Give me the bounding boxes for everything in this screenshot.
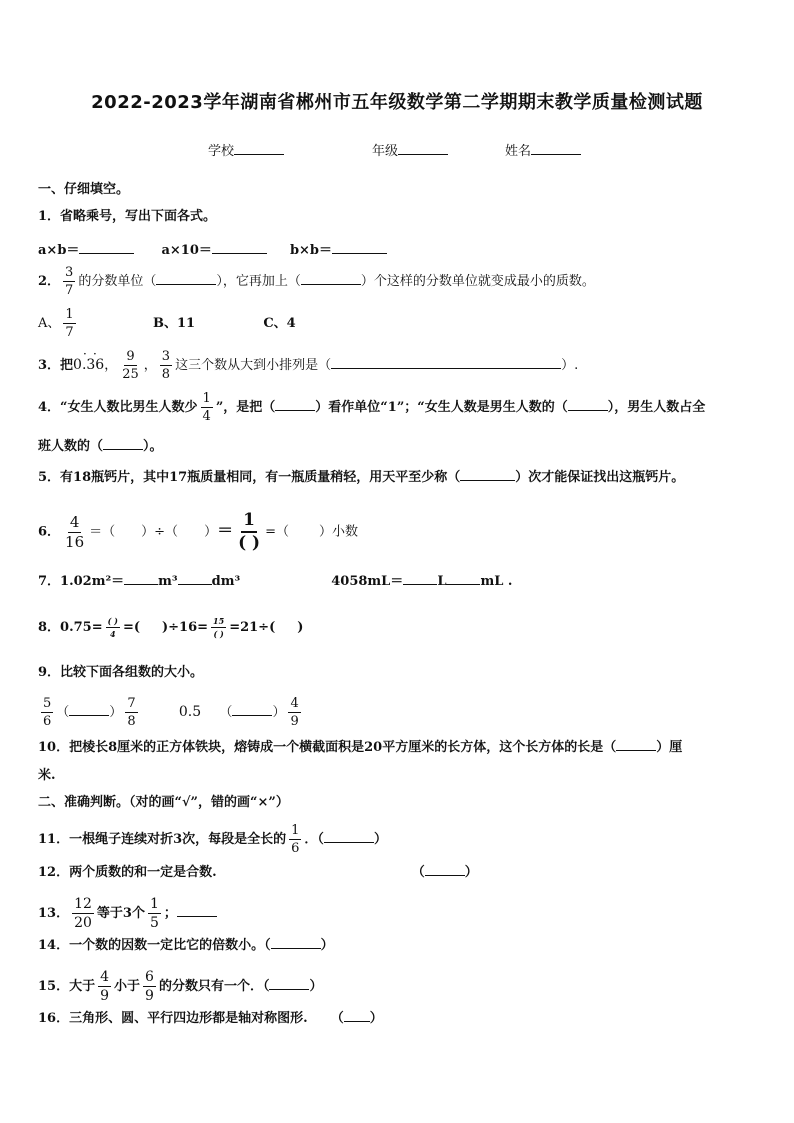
q8-fraction-2: $\frac{15}{( )}$ bbox=[213, 616, 225, 639]
q1-expr-b: a×10＝ bbox=[161, 243, 212, 258]
q11-fraction: $\frac{1}{6}$ bbox=[291, 823, 300, 856]
q15-fraction-2: $\frac{6}{9}$ bbox=[145, 969, 154, 1004]
q2-options bbox=[38, 308, 296, 339]
q12-close: ） bbox=[464, 865, 478, 880]
q2-text-a: 的分数单位（ bbox=[78, 274, 157, 289]
q11-text-b: ．（ bbox=[304, 832, 324, 847]
q3-text-c: ）. bbox=[561, 358, 579, 373]
q13-number: 13． bbox=[38, 906, 70, 921]
q7-blank-2[interactable] bbox=[178, 570, 212, 585]
q13-fraction-1: $\frac{12}{20}$ bbox=[74, 896, 92, 931]
q6-eq: ＝（ bbox=[89, 524, 116, 540]
school-field bbox=[208, 140, 284, 162]
q3-repeating-decimal: 0.36 · · bbox=[73, 347, 105, 373]
q4-line2 bbox=[38, 435, 163, 457]
q3-text-a: 3．把 bbox=[38, 358, 74, 373]
school-blank[interactable] bbox=[234, 140, 284, 155]
q15-text-a: 15．大于 bbox=[38, 979, 96, 994]
q7-unit-2: dm³ bbox=[211, 574, 241, 589]
q6-div: ）÷（ bbox=[141, 524, 179, 540]
grade-field bbox=[372, 140, 448, 162]
q8-text-c: )÷16= bbox=[162, 620, 209, 635]
q8-text-e: ) bbox=[297, 620, 304, 635]
q1-expr-a: a×b＝ bbox=[38, 243, 80, 258]
q9-value-c: 0.5 bbox=[178, 704, 202, 720]
q15-text-c: 的分数只有一个．（ bbox=[158, 979, 270, 994]
q5-text-b: ）次才能保证找出这瓶钙片。 bbox=[515, 470, 685, 485]
q9-fraction-b: $\frac{7}{8}$ bbox=[127, 696, 136, 729]
q12-open: （ bbox=[411, 865, 425, 880]
q1-text: 1．省略乘号，写出下面各式。 bbox=[38, 209, 217, 224]
q4 bbox=[38, 392, 705, 423]
q2-text-c: ）个这样的分数单位就变成最小的质数。 bbox=[360, 274, 595, 289]
q2-option-c[interactable]: C、4 bbox=[263, 316, 296, 331]
q10-line2: 米. bbox=[38, 768, 56, 783]
q4-line2-b: ）。 bbox=[143, 439, 163, 454]
q9-fraction-d: $\frac{4}{9}$ bbox=[290, 696, 299, 729]
q11-text-c: ） bbox=[373, 832, 387, 847]
q4-line2-a: 班人数的（ bbox=[38, 439, 104, 454]
q10-text-b: ）厘 bbox=[656, 740, 683, 755]
q13-text-b: ； bbox=[163, 906, 177, 921]
q2-option-a[interactable]: A、 bbox=[38, 316, 61, 331]
section2-heading: 二、准确判断。（对的画“√”，错的画“×”） bbox=[38, 795, 289, 810]
q8-fraction-1: $\frac{( )}{4}$ bbox=[107, 616, 118, 639]
q12 bbox=[38, 861, 478, 883]
name-label: 姓名 bbox=[505, 144, 532, 159]
school-label: 学校 bbox=[208, 144, 235, 159]
q2-option-a-fraction: $\frac{1}{7}$ bbox=[65, 307, 74, 340]
grade-blank[interactable] bbox=[398, 140, 448, 155]
q7-unit-1: m³ bbox=[158, 574, 178, 589]
q11 bbox=[38, 824, 387, 855]
q11-text-a: 11．一根绳子连续对折3次，每段是全长的 bbox=[38, 832, 287, 847]
q3-sep-2: ， bbox=[143, 358, 157, 373]
q8-text-b: =( bbox=[122, 620, 141, 635]
q9-close-2: ） bbox=[272, 705, 286, 720]
q14-text-a: 14．一个数的因数一定比它的倍数小。（ bbox=[38, 938, 271, 953]
q10-text-a: 10．把棱长8厘米的正方体铁块，熔铸成一个横截面积是20平方厘米的长方体，这个长方体的长是（ bbox=[38, 740, 617, 755]
q16-text-a: 16．三角形、圆、平行四边形都是轴对称图形. bbox=[38, 1011, 308, 1026]
q16-close: ） bbox=[369, 1011, 383, 1026]
q4-text-c: ）看作单位“1”；“女生人数是男生人数的（ bbox=[315, 400, 568, 415]
q3-blank[interactable] bbox=[331, 354, 561, 369]
q4-text-a: 4．“女生人数比男生人数少 bbox=[38, 400, 198, 415]
q6-fraction-1: $\frac{4}{16}$ bbox=[65, 512, 85, 551]
q14-text-b: ） bbox=[320, 938, 334, 953]
q3-fraction-1: $\frac{9}{25}$ bbox=[122, 349, 139, 382]
q9-blank-1[interactable] bbox=[69, 701, 109, 716]
q9-text: 9．比较下面各组数的大小。 bbox=[38, 665, 204, 680]
q14 bbox=[38, 934, 334, 956]
page-title: 2022-2023学年湖南省郴州市五年级数学第二学期期末教学质量检测试题 bbox=[91, 92, 703, 113]
q13-blank[interactable] bbox=[177, 902, 217, 917]
q9-open-2: （ bbox=[219, 705, 233, 720]
q16-open: （ bbox=[330, 1011, 344, 1026]
q15 bbox=[38, 970, 322, 1003]
q9-comparisons bbox=[38, 697, 304, 728]
q12-text: 12．两个质数的和一定是合数. bbox=[38, 865, 217, 880]
q13 bbox=[38, 897, 217, 930]
q10-blank[interactable] bbox=[616, 736, 656, 751]
q7-text-a: 7．1.02m²＝ bbox=[38, 574, 125, 589]
q13-text-a: 等于3个 bbox=[96, 906, 145, 921]
q1-expr-c: b×b＝ bbox=[289, 243, 333, 258]
q14-blank[interactable] bbox=[271, 934, 321, 949]
q6-eq2: ＝ bbox=[217, 520, 234, 540]
q5-blank[interactable] bbox=[460, 466, 515, 481]
q1-expressions bbox=[38, 239, 387, 261]
q2-blank-2[interactable] bbox=[301, 270, 361, 285]
section1-heading: 一、仔细填空。 bbox=[38, 182, 130, 197]
q2-option-b[interactable]: B、11 bbox=[152, 316, 196, 331]
q4-blank-3[interactable] bbox=[103, 435, 143, 450]
q11-blank[interactable] bbox=[324, 828, 374, 843]
q15-blank[interactable] bbox=[269, 975, 309, 990]
q3 bbox=[38, 347, 579, 382]
q4-text-b: ”，是把（ bbox=[215, 400, 276, 415]
name-blank[interactable] bbox=[531, 140, 581, 155]
q7-blank-3[interactable] bbox=[403, 570, 437, 585]
q1-blank-a[interactable] bbox=[79, 239, 134, 254]
q15-text-b: 小于 bbox=[114, 979, 141, 994]
q7-blank-1[interactable] bbox=[124, 570, 158, 585]
q2 bbox=[38, 266, 595, 297]
name-field bbox=[505, 140, 581, 162]
q4-fraction: $\frac{1}{4}$ bbox=[202, 391, 211, 424]
q5 bbox=[38, 466, 684, 488]
q15-text-d: ） bbox=[309, 979, 323, 994]
grade-label: 年级 bbox=[372, 144, 399, 159]
q6-eq3: =（ bbox=[265, 524, 290, 540]
q8 bbox=[38, 617, 303, 638]
q7-unit-3: L bbox=[437, 574, 447, 589]
q6 bbox=[38, 512, 358, 552]
q13-fraction-2: $\frac{1}{5}$ bbox=[149, 896, 159, 931]
q7-blank-4[interactable] bbox=[446, 570, 480, 585]
q6-close: ） bbox=[204, 524, 218, 540]
q4-blank-2[interactable] bbox=[568, 396, 608, 411]
q4-text-d: ），男生人数占全 bbox=[607, 400, 706, 415]
q9-blank-2[interactable] bbox=[232, 701, 272, 716]
q2-blank-1[interactable] bbox=[156, 270, 216, 285]
q9-close-1: ） bbox=[109, 705, 123, 720]
q8-text-a: 8．0.75= bbox=[38, 620, 103, 635]
q6-number: 6． bbox=[38, 524, 61, 540]
q16-blank[interactable] bbox=[344, 1007, 370, 1022]
q3-fraction-2: $\frac{3}{8}$ bbox=[161, 349, 171, 382]
q16 bbox=[38, 1007, 383, 1029]
q9-open-1: （ bbox=[56, 705, 70, 720]
q4-blank-1[interactable] bbox=[275, 396, 315, 411]
q7-unit-4: mL . bbox=[480, 574, 513, 589]
q2-fraction: $\frac{3}{7}$ bbox=[65, 265, 74, 298]
q15-fraction-1: $\frac{4}{9}$ bbox=[100, 969, 110, 1004]
q7 bbox=[38, 570, 512, 592]
q1-blank-b[interactable] bbox=[212, 239, 267, 254]
q5-text-a: 5．有18瓶钙片，其中17瓶质量相同，有一瓶质量稍轻，用天平至少称（ bbox=[38, 470, 461, 485]
q7-text-b: 4058mL＝ bbox=[331, 574, 404, 589]
q12-blank[interactable] bbox=[425, 861, 465, 876]
q2-number: 2． bbox=[38, 274, 61, 289]
q2-text-b: ），它再加上（ bbox=[216, 274, 301, 289]
q6-text-end: ）小数 bbox=[319, 524, 359, 540]
q1-blank-c[interactable] bbox=[332, 239, 387, 254]
q10 bbox=[38, 736, 682, 758]
q8-text-d: =21÷( bbox=[229, 620, 276, 635]
q6-fraction-2: $\frac{1}{( )}$ bbox=[238, 510, 261, 553]
q9-fraction-a: $\frac{5}{6}$ bbox=[43, 696, 52, 729]
q3-sep-1: ， bbox=[104, 358, 118, 373]
q3-text-b: 这三个数从大到小排列是（ bbox=[175, 358, 332, 373]
